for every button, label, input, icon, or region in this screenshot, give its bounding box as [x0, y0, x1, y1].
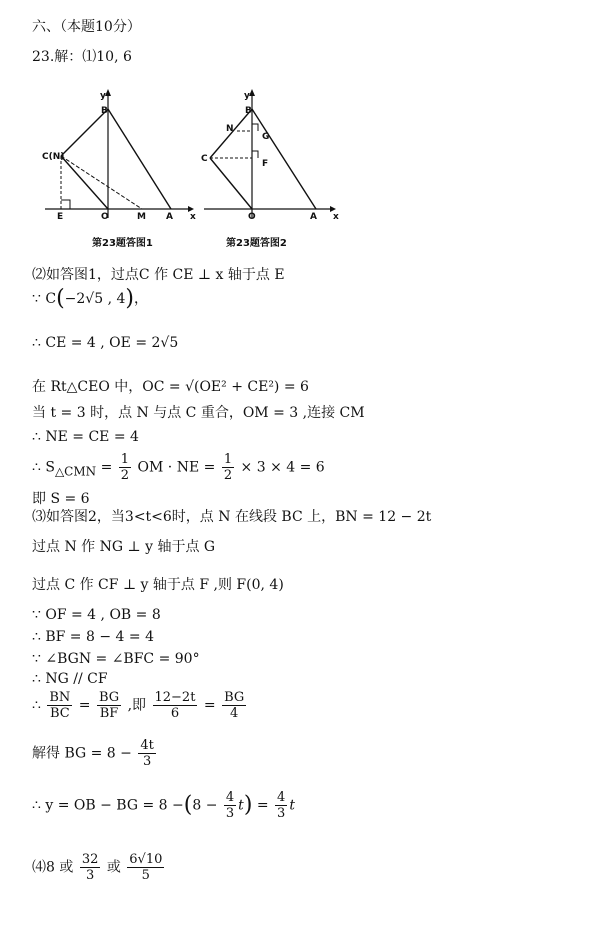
- segment-BA: [108, 109, 171, 209]
- fraction: $\frac{1}{2}$: [223, 452, 233, 483]
- fraction: $\frac{BG}{4}$: [224, 690, 245, 721]
- y-axis-arrow: [249, 89, 255, 96]
- fraction: $\frac{BG}{BF}$: [98, 690, 120, 721]
- label-E: E: [57, 212, 64, 222]
- part2-l7-a: =: [100, 459, 113, 476]
- paren-open: (: [56, 286, 65, 311]
- equals: =: [203, 697, 216, 714]
- equals: =: [78, 697, 91, 714]
- part2-l7-sub: △CMN: [54, 464, 97, 479]
- label-C: C(N): [42, 152, 65, 162]
- part2-line5: 当 t = 3 时，点 N 与点 C 重合，OM = 3 ,连接 CM: [32, 405, 365, 421]
- part3-line10: [32, 790, 295, 821]
- segment-CO: [210, 158, 252, 209]
- var-t: t: [238, 797, 244, 814]
- fraction: $\frac{6√10}{5}$: [129, 852, 163, 883]
- therefore: ∴: [32, 697, 41, 714]
- part2-line7: [32, 452, 325, 483]
- part3-line5: ∴ BF = 8 − 4 = 4: [32, 629, 154, 645]
- label-G: G: [262, 132, 270, 142]
- part2-l7-pre: ∴ S: [32, 459, 55, 476]
- part3-line7: ∴ NG // CF: [32, 671, 108, 687]
- part3-line9: [32, 738, 158, 769]
- y-expr: ∴ y = OB − BG = 8 −: [32, 797, 184, 814]
- part4-line: [32, 852, 166, 883]
- section-header: 六、（本题10分）: [32, 19, 141, 35]
- label-A: A: [310, 212, 317, 222]
- label-x: x: [190, 212, 196, 222]
- part1-answer: 10, 6: [96, 49, 132, 65]
- label-y: y: [244, 91, 250, 101]
- part2-line8: 即 S = 6: [32, 491, 90, 507]
- part1-marker: ⑴: [82, 49, 97, 65]
- part2-l7-c: × 3 × 4 = 6: [240, 459, 325, 476]
- figure2-caption: 第23题答图2: [226, 238, 287, 249]
- var-t: t: [289, 797, 295, 814]
- part2-line4: 在 Rt△CEO 中，OC = √(OE² + CE²) = 6: [32, 379, 309, 395]
- label-B: B: [245, 106, 252, 116]
- label-O: O: [248, 212, 256, 222]
- part4-pre: ⑷8 或: [32, 859, 74, 876]
- figure2-diagram: [196, 86, 346, 226]
- label-A: A: [166, 212, 173, 222]
- label-M: M: [137, 212, 146, 222]
- part2-line6: ∴ NE = CE = 4: [32, 429, 139, 445]
- part3-line1: ⑶如答图2，当3<t<6时，点 N 在线段 BC 上，BN = 12 − 2t: [32, 509, 432, 525]
- part3-line2: 过点 N 作 NG ⊥ y 轴于点 G: [32, 539, 216, 555]
- part3-line4: ∵ OF = 4 , OB = 8: [32, 607, 161, 623]
- part3-line6: ∵ ∠BGN = ∠BFC = 90°: [32, 651, 200, 667]
- fraction: $\frac{1}{2}$: [120, 452, 130, 483]
- paren-close: ): [243, 792, 253, 818]
- part2-line2-pre: ∵ C: [32, 291, 57, 307]
- ie-text: ,即: [127, 697, 147, 714]
- paren-close: ): [125, 286, 134, 311]
- fraction: $\frac{4}{3}$: [277, 790, 286, 821]
- part4-or: 或: [106, 859, 121, 876]
- right-angle-mark-G: [252, 124, 258, 131]
- right-angle-mark-F: [252, 151, 258, 158]
- part2-line2-post: ，: [134, 291, 148, 307]
- part2-line2: [32, 286, 148, 311]
- label-O: O: [101, 212, 109, 222]
- fraction: $\frac{4t}{3}$: [140, 738, 154, 769]
- part3-line3: 过点 C 作 CF ⊥ y 轴于点 F ,则 F(0, 4): [32, 577, 284, 593]
- label-F: F: [262, 159, 269, 169]
- right-angle-mark: [61, 200, 70, 209]
- part2-l7-b: OM · NE =: [137, 459, 216, 476]
- q23-label: 23.解：: [32, 49, 83, 65]
- inner: 8 −: [192, 797, 218, 814]
- figure1-diagram: [40, 86, 200, 226]
- part2-line3: ∴ CE = 4 , OE = 2√5: [32, 335, 179, 351]
- fraction: $\frac{12-2t}{6}$: [154, 690, 196, 721]
- fraction: $\frac{32}{3}$: [81, 852, 99, 883]
- part2-line1: ⑵如答图1，过点C 作 CE ⊥ x 轴于点 E: [32, 267, 285, 283]
- label-B: B: [101, 106, 108, 116]
- part3-line8: [32, 690, 248, 721]
- label-y: y: [100, 91, 106, 101]
- segment-CO: [61, 156, 108, 209]
- part2-line2-inner: −2√5 , 4: [64, 291, 126, 307]
- solve-bg: 解得 BG = 8 −: [32, 745, 132, 762]
- y-axis-arrow: [105, 89, 111, 96]
- segment-BC: [61, 109, 108, 156]
- fraction: $\frac{BN}{BC}$: [49, 690, 71, 721]
- label-x: x: [333, 212, 339, 222]
- fraction: $\frac{4}{3}$: [225, 790, 235, 821]
- label-N: N: [226, 124, 234, 134]
- figure1-caption: 第23题答图1: [92, 238, 153, 249]
- equals: =: [256, 797, 269, 814]
- paren-open: (: [183, 792, 193, 818]
- label-C: C: [201, 154, 208, 164]
- q23-line: [32, 48, 132, 66]
